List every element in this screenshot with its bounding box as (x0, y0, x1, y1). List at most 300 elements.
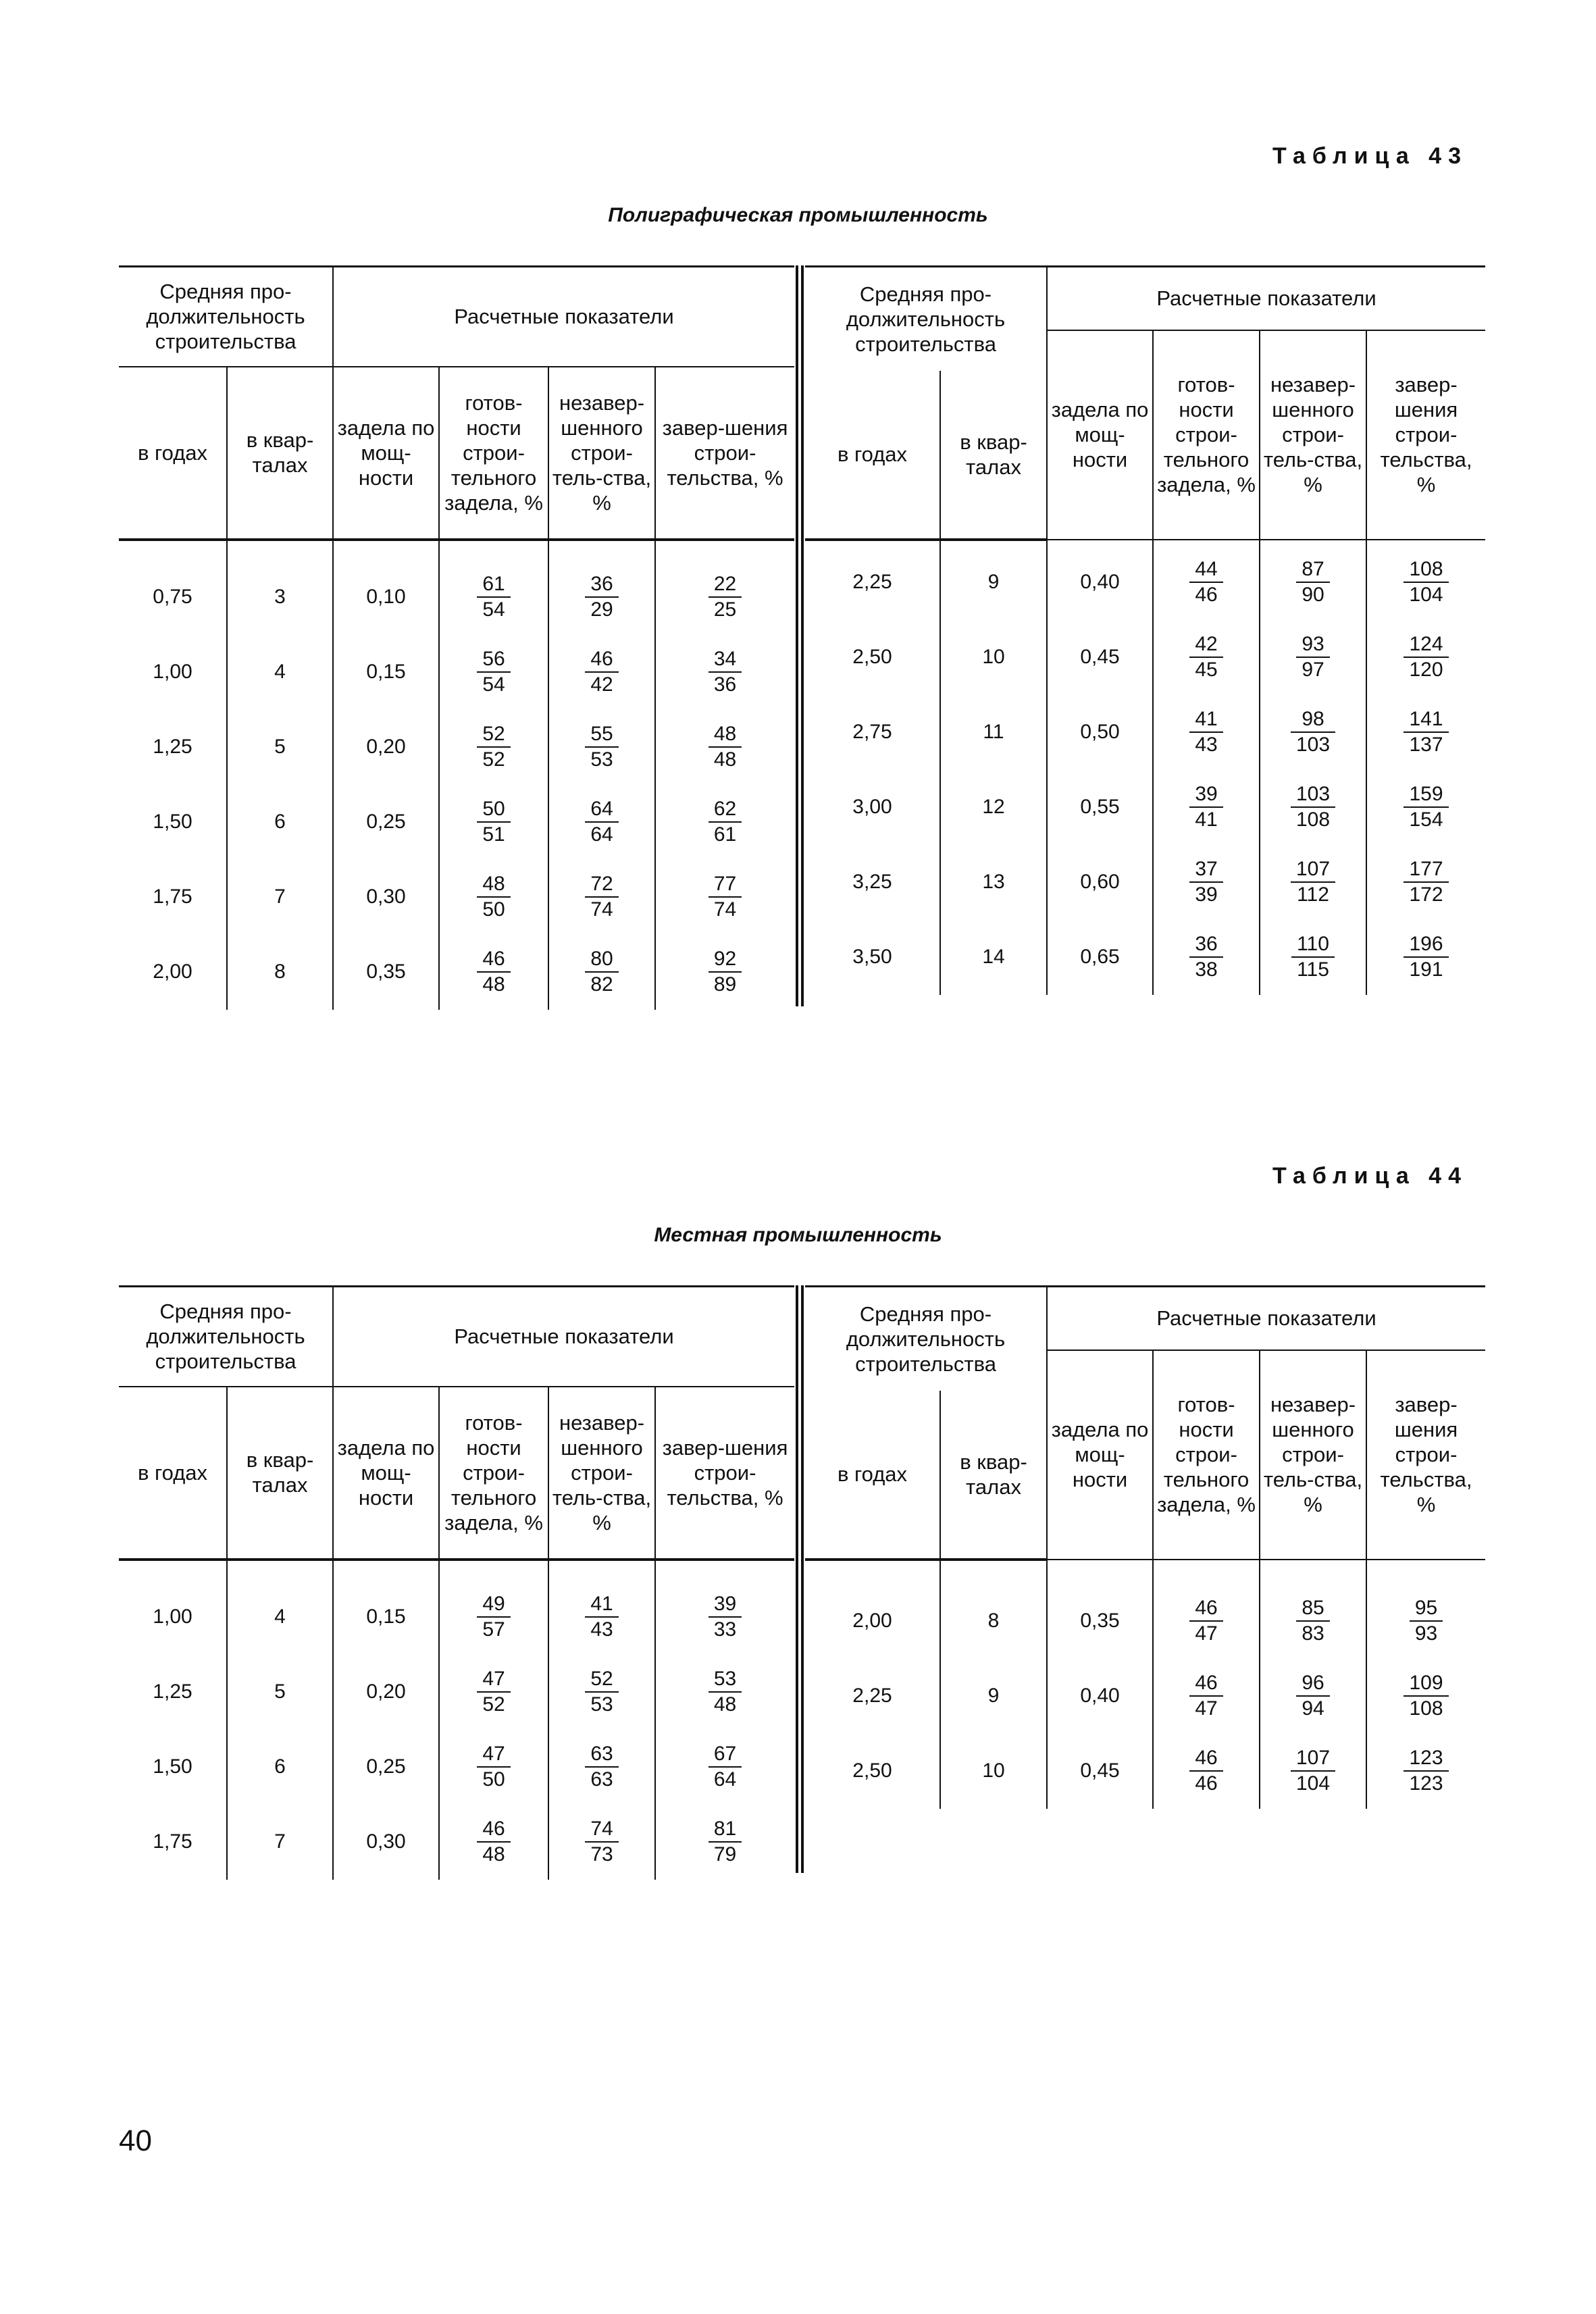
fraction (709, 1667, 742, 1717)
table-44-caption: Таблица 44 (1272, 1163, 1468, 1189)
cell-unfinished (1260, 695, 1366, 770)
spacer-cell (227, 540, 333, 560)
fraction (1291, 707, 1335, 757)
fraction-denominator: 50 (482, 898, 505, 921)
table-44-left (119, 1285, 794, 1880)
header-years: в годах (119, 367, 227, 540)
fraction-numerator: 42 (1189, 632, 1222, 658)
fraction-denominator: 74 (713, 898, 737, 921)
fraction (1189, 857, 1222, 907)
table-row (119, 1580, 794, 1655)
fraction (477, 647, 510, 697)
fraction (1296, 557, 1329, 607)
fraction-denominator: 154 (1409, 808, 1443, 831)
table-divider (796, 1285, 804, 1873)
cell-readiness (439, 710, 548, 785)
cell-years: 1,50 (153, 1755, 192, 1778)
cell-years: 1,25 (153, 1680, 192, 1703)
fraction-denominator: 53 (590, 748, 613, 771)
cell-unfinished (548, 785, 655, 860)
fraction (1410, 1596, 1443, 1646)
cell-quarters: 7 (227, 1805, 333, 1880)
table-row (119, 785, 794, 860)
fraction-numerator: 81 (709, 1817, 742, 1843)
fraction-numerator: 36 (585, 572, 618, 598)
fraction-numerator: 107 (1291, 857, 1335, 883)
cell-years: 3,50 (852, 946, 892, 968)
fraction-denominator: 137 (1409, 734, 1443, 756)
cell-backlog-capacity: 0,45 (1047, 620, 1153, 695)
fraction-numerator: 95 (1410, 1596, 1443, 1622)
table-row (119, 935, 794, 1010)
cell-unfinished (548, 710, 655, 785)
fraction-denominator: 36 (713, 673, 737, 696)
spacer-cell (119, 1560, 227, 1580)
header-indicators: Расчетные показатели (1047, 267, 1485, 330)
fraction-denominator: 97 (1302, 659, 1324, 681)
cell-readiness (439, 1655, 548, 1730)
fraction (585, 797, 618, 847)
fraction-numerator: 47 (477, 1742, 510, 1768)
cell-backlog-capacity: 0,15 (333, 1580, 439, 1655)
fraction (709, 797, 742, 847)
cell-backlog-capacity: 0,25 (333, 1730, 439, 1805)
cell-years: 2,25 (852, 571, 892, 593)
fraction-numerator: 22 (709, 572, 742, 598)
fraction (1404, 782, 1448, 832)
spacer-cell (333, 540, 439, 560)
fraction-numerator: 98 (1291, 707, 1335, 733)
fraction (709, 647, 742, 697)
fraction-numerator: 52 (477, 722, 510, 748)
fraction-numerator: 141 (1404, 707, 1448, 733)
table-row (805, 845, 1485, 920)
fraction-denominator: 52 (482, 1693, 505, 1716)
cell-completion (655, 860, 794, 935)
fraction-numerator: 107 (1291, 1746, 1335, 1772)
spacer-cell (333, 1560, 439, 1580)
header-duration: Средняя про-должительность строительства (119, 267, 333, 367)
cell-unfinished (548, 560, 655, 635)
header-duration: Средняя про-должительность строительства (119, 1287, 333, 1387)
header-readiness: готов-ности строи-тельного задела, % (439, 1387, 548, 1560)
spacer-cell (805, 540, 940, 545)
fraction-denominator: 57 (482, 1618, 505, 1641)
cell-years: 1,75 (153, 885, 192, 908)
header-duration: Средняя про-должительность строительства (805, 267, 1047, 371)
cell-backlog-capacity: 0,30 (333, 860, 439, 935)
fraction (1189, 1746, 1222, 1796)
cell-readiness (1153, 1659, 1260, 1734)
fraction (1189, 1671, 1222, 1721)
table-43-title: Полиграфическая промышленность (608, 204, 988, 226)
cell-years: 1,75 (153, 1830, 192, 1853)
cell-unfinished (548, 1730, 655, 1805)
header-completion: завер-шения строи-тельства, % (1366, 1350, 1485, 1560)
fraction (1291, 1746, 1335, 1796)
cell-years: 1,50 (153, 811, 192, 833)
header-completion: завер-шения строи-тельства, % (655, 367, 794, 540)
fraction-numerator: 41 (1189, 707, 1222, 733)
fraction-numerator: 55 (585, 722, 618, 748)
spacer-cell (805, 1560, 940, 1584)
cell-unfinished (548, 1580, 655, 1655)
fraction (1189, 557, 1222, 607)
cell-quarters: 9 (940, 1659, 1047, 1734)
fraction (477, 1592, 510, 1642)
fraction-denominator: 104 (1295, 1772, 1331, 1795)
cell-completion (655, 710, 794, 785)
fraction (477, 1667, 510, 1717)
cell-quarters: 10 (940, 620, 1047, 695)
spacer-cell (439, 1560, 548, 1580)
cell-readiness (1153, 1584, 1260, 1659)
cell-quarters: 3 (227, 560, 333, 635)
table-row (805, 545, 1485, 620)
header-duration: Средняя про-должительность строительства (805, 1287, 1047, 1391)
fraction-denominator: 46 (1195, 584, 1218, 606)
cell-quarters: 6 (227, 1730, 333, 1805)
spacer-cell (655, 540, 794, 560)
fraction-numerator: 50 (477, 797, 510, 823)
fraction-numerator: 39 (709, 1592, 742, 1618)
cell-backlog-capacity: 0,50 (1047, 695, 1153, 770)
fraction-numerator: 36 (1189, 932, 1222, 958)
cell-backlog-capacity: 0,10 (333, 560, 439, 635)
cell-backlog-capacity: 0,15 (333, 635, 439, 710)
fraction (1189, 1596, 1222, 1646)
cell-completion (1366, 1584, 1485, 1659)
fraction (1296, 1596, 1329, 1646)
cell-readiness (1153, 1734, 1260, 1809)
fraction-denominator: 45 (1195, 659, 1218, 681)
fraction-numerator: 48 (709, 722, 742, 748)
fraction-denominator: 82 (590, 973, 613, 996)
cell-backlog-capacity: 0,40 (1047, 1659, 1153, 1734)
fraction-numerator: 177 (1404, 857, 1448, 883)
cell-quarters: 7 (227, 860, 333, 935)
fraction-numerator: 85 (1296, 1596, 1329, 1622)
fraction (709, 1742, 742, 1792)
fraction-numerator: 64 (585, 797, 618, 823)
cell-quarters: 8 (227, 935, 333, 1010)
cell-completion (655, 785, 794, 860)
cell-completion (655, 1730, 794, 1805)
fraction-numerator: 87 (1296, 557, 1329, 583)
cell-completion (1366, 845, 1485, 920)
fraction-numerator: 77 (709, 872, 742, 898)
fraction-numerator: 46 (477, 947, 510, 973)
fraction-numerator: 46 (477, 1817, 510, 1843)
fraction-denominator: 191 (1409, 958, 1443, 981)
fraction-denominator: 73 (590, 1843, 613, 1866)
header-readiness: готов-ности строи-тельного задела, % (439, 367, 548, 540)
fraction (1404, 1671, 1448, 1721)
cell-completion (655, 1580, 794, 1655)
spacer-cell (1153, 540, 1260, 545)
spacer-cell (1260, 540, 1366, 545)
table-row (805, 620, 1485, 695)
cell-years: 2,50 (852, 646, 892, 668)
fraction-numerator: 80 (585, 947, 618, 973)
cell-readiness (439, 560, 548, 635)
fraction (1291, 857, 1335, 907)
fraction-denominator: 54 (482, 598, 505, 621)
spacer-cell (1153, 1560, 1260, 1584)
fraction-numerator: 93 (1296, 632, 1329, 658)
cell-years: 1,00 (153, 661, 192, 683)
fraction-denominator: 120 (1409, 659, 1443, 681)
cell-readiness (439, 1730, 548, 1805)
fraction-numerator: 37 (1189, 857, 1222, 883)
fraction-numerator: 96 (1296, 1671, 1329, 1697)
fraction-numerator: 46 (1189, 1596, 1222, 1622)
fraction (477, 947, 510, 997)
fraction-numerator: 72 (585, 872, 618, 898)
spacer-cell (940, 1560, 1047, 1584)
fraction-denominator: 64 (713, 1768, 737, 1791)
fraction-denominator: 61 (713, 823, 737, 846)
fraction-denominator: 108 (1295, 808, 1331, 831)
fraction-denominator: 108 (1409, 1697, 1443, 1720)
table-43-right-half (805, 265, 1485, 995)
table-row (119, 1655, 794, 1730)
table-43-right (805, 265, 1485, 995)
cell-quarters: 4 (227, 635, 333, 710)
header-quarters: в квар-талах (940, 1391, 1047, 1560)
fraction-denominator: 48 (713, 1693, 737, 1716)
cell-backlog-capacity: 0,60 (1047, 845, 1153, 920)
cell-readiness (1153, 770, 1260, 845)
fraction (585, 947, 618, 997)
fraction (585, 1667, 618, 1717)
fraction-numerator: 67 (709, 1742, 742, 1768)
fraction (477, 1742, 510, 1792)
header-unfinished: незавер-шенного строи-тель-ства, % (1260, 1350, 1366, 1560)
cell-completion (1366, 695, 1485, 770)
cell-quarters: 4 (227, 1580, 333, 1655)
page-number: 40 (119, 2124, 152, 2157)
fraction-denominator: 90 (1302, 584, 1324, 606)
cell-completion (655, 635, 794, 710)
fraction-denominator: 25 (713, 598, 737, 621)
fraction-denominator: 104 (1409, 584, 1443, 606)
fraction (1189, 707, 1222, 757)
header-readiness: готов-ности строи-тельного задела, % (1153, 1350, 1260, 1560)
fraction-denominator: 50 (482, 1768, 505, 1791)
cell-unfinished (1260, 1584, 1366, 1659)
fraction-numerator: 108 (1404, 557, 1448, 583)
cell-readiness (1153, 845, 1260, 920)
fraction-denominator: 42 (590, 673, 613, 696)
fraction-denominator: 47 (1195, 1622, 1218, 1645)
cell-unfinished (1260, 1734, 1366, 1809)
fraction-denominator: 64 (590, 823, 613, 846)
cell-readiness (1153, 695, 1260, 770)
cell-readiness (1153, 545, 1260, 620)
spacer-cell (655, 1560, 794, 1580)
cell-backlog-capacity: 0,35 (333, 935, 439, 1010)
fraction-numerator: 92 (709, 947, 742, 973)
fraction-numerator: 46 (1189, 1746, 1222, 1772)
fraction (1404, 707, 1448, 757)
table-43-left-half (119, 265, 794, 1010)
fraction-numerator: 39 (1189, 782, 1222, 808)
fraction-denominator: 172 (1409, 883, 1443, 906)
cell-unfinished (548, 935, 655, 1010)
cell-years: 3,25 (852, 871, 892, 893)
fraction-numerator: 46 (585, 647, 618, 673)
table-43 (119, 265, 1485, 1006)
fraction (709, 722, 742, 772)
header-backlog-capacity: задела по мощ-ности (1047, 330, 1153, 540)
fraction (585, 572, 618, 622)
cell-completion (1366, 770, 1485, 845)
fraction-numerator: 46 (1189, 1671, 1222, 1697)
table-row (805, 695, 1485, 770)
fraction-denominator: 43 (590, 1618, 613, 1641)
cell-backlog-capacity: 0,55 (1047, 770, 1153, 845)
fraction (585, 1817, 618, 1867)
cell-quarters: 12 (940, 770, 1047, 845)
fraction (1404, 1746, 1448, 1796)
spacer-cell (119, 540, 227, 560)
cell-unfinished (548, 1655, 655, 1730)
cell-quarters: 8 (940, 1584, 1047, 1659)
fraction-numerator: 34 (709, 647, 742, 673)
cell-readiness (1153, 620, 1260, 695)
cell-readiness (439, 1580, 548, 1655)
fraction-denominator: 48 (482, 973, 505, 996)
spacer-cell (1366, 540, 1485, 545)
fraction-numerator: 52 (585, 1667, 618, 1693)
cell-quarters: 6 (227, 785, 333, 860)
fraction (477, 872, 510, 922)
fraction-denominator: 39 (1195, 883, 1218, 906)
spacer-cell (227, 1560, 333, 1580)
fraction (585, 647, 618, 697)
fraction-numerator: 110 (1291, 932, 1335, 958)
fraction-numerator: 53 (709, 1667, 742, 1693)
table-row (119, 710, 794, 785)
table-44-left-half (119, 1285, 794, 1880)
fraction-numerator: 74 (585, 1817, 618, 1843)
fraction (585, 722, 618, 772)
cell-backlog-capacity: 0,65 (1047, 920, 1153, 995)
header-years: в годах (119, 1387, 227, 1560)
spacer-cell (1047, 540, 1153, 545)
fraction-denominator: 63 (590, 1768, 613, 1791)
table-44 (119, 1285, 1485, 1873)
spacer-cell (1260, 1560, 1366, 1584)
fraction-numerator: 61 (477, 572, 510, 598)
table-44-right-half (805, 1285, 1485, 1809)
cell-years: 3,00 (852, 796, 892, 818)
header-unfinished: незавер-шенного строи-тель-ства, % (548, 1387, 655, 1560)
table-row (805, 1584, 1485, 1659)
cell-readiness (1153, 920, 1260, 995)
header-quarters: в квар-талах (227, 1387, 333, 1560)
fraction (1404, 857, 1448, 907)
spacer-cell (940, 540, 1047, 545)
fraction-numerator: 41 (585, 1592, 618, 1618)
spacer-cell (439, 540, 548, 560)
cell-completion (655, 935, 794, 1010)
table-row (119, 1805, 794, 1880)
table-row (805, 1659, 1485, 1734)
header-indicators: Расчетные показатели (1047, 1287, 1485, 1350)
cell-years: 1,25 (153, 736, 192, 758)
table-row (119, 1730, 794, 1805)
fraction-denominator: 29 (590, 598, 613, 621)
spacer-cell (1366, 1560, 1485, 1584)
cell-unfinished (1260, 770, 1366, 845)
cell-years: 0,75 (153, 586, 192, 608)
header-completion: завер-шения строи-тельства, % (655, 1387, 794, 1560)
fraction (709, 572, 742, 622)
spacer-cell (548, 1560, 655, 1580)
cell-readiness (439, 935, 548, 1010)
table-row (805, 770, 1485, 845)
cell-years: 2,00 (153, 960, 192, 983)
spacer-cell (548, 540, 655, 560)
fraction (585, 1592, 618, 1642)
header-backlog-capacity: задела по мощ-ности (333, 1387, 439, 1560)
fraction-denominator: 51 (482, 823, 505, 846)
header-readiness: готов-ности строи-тельного задела, % (1153, 330, 1260, 540)
cell-completion (1366, 1734, 1485, 1809)
fraction (1189, 632, 1222, 682)
fraction-numerator: 123 (1404, 1746, 1448, 1772)
header-backlog-capacity: задела по мощ-ности (333, 367, 439, 540)
header-unfinished: незавер-шенного строи-тель-ства, % (548, 367, 655, 540)
fraction (585, 1742, 618, 1792)
fraction-denominator: 33 (713, 1618, 737, 1641)
fraction-denominator: 94 (1302, 1697, 1324, 1720)
cell-quarters: 11 (940, 695, 1047, 770)
cell-quarters: 13 (940, 845, 1047, 920)
fraction-denominator: 43 (1195, 734, 1218, 756)
cell-unfinished (1260, 620, 1366, 695)
cell-completion (655, 560, 794, 635)
table-row (805, 1734, 1485, 1809)
header-years: в годах (805, 371, 940, 540)
fraction-denominator: 54 (482, 673, 505, 696)
header-unfinished: незавер-шенного строи-тель-ства, % (1260, 330, 1366, 540)
fraction-denominator: 74 (590, 898, 613, 921)
fraction (709, 1817, 742, 1867)
cell-backlog-capacity: 0,25 (333, 785, 439, 860)
fraction (1404, 932, 1448, 982)
cell-completion (655, 1805, 794, 1880)
cell-unfinished (1260, 1659, 1366, 1734)
cell-unfinished (548, 635, 655, 710)
fraction-denominator: 41 (1195, 808, 1218, 831)
cell-quarters: 9 (940, 545, 1047, 620)
cell-unfinished (1260, 545, 1366, 620)
fraction-denominator: 112 (1297, 883, 1329, 906)
cell-completion (1366, 920, 1485, 995)
fraction-numerator: 56 (477, 647, 510, 673)
table-row (119, 635, 794, 710)
table-row (119, 860, 794, 935)
fraction-numerator: 49 (477, 1592, 510, 1618)
fraction-numerator: 124 (1404, 632, 1448, 658)
cell-unfinished (548, 860, 655, 935)
header-quarters: в квар-талах (227, 367, 333, 540)
cell-unfinished (548, 1805, 655, 1880)
cell-quarters: 14 (940, 920, 1047, 995)
